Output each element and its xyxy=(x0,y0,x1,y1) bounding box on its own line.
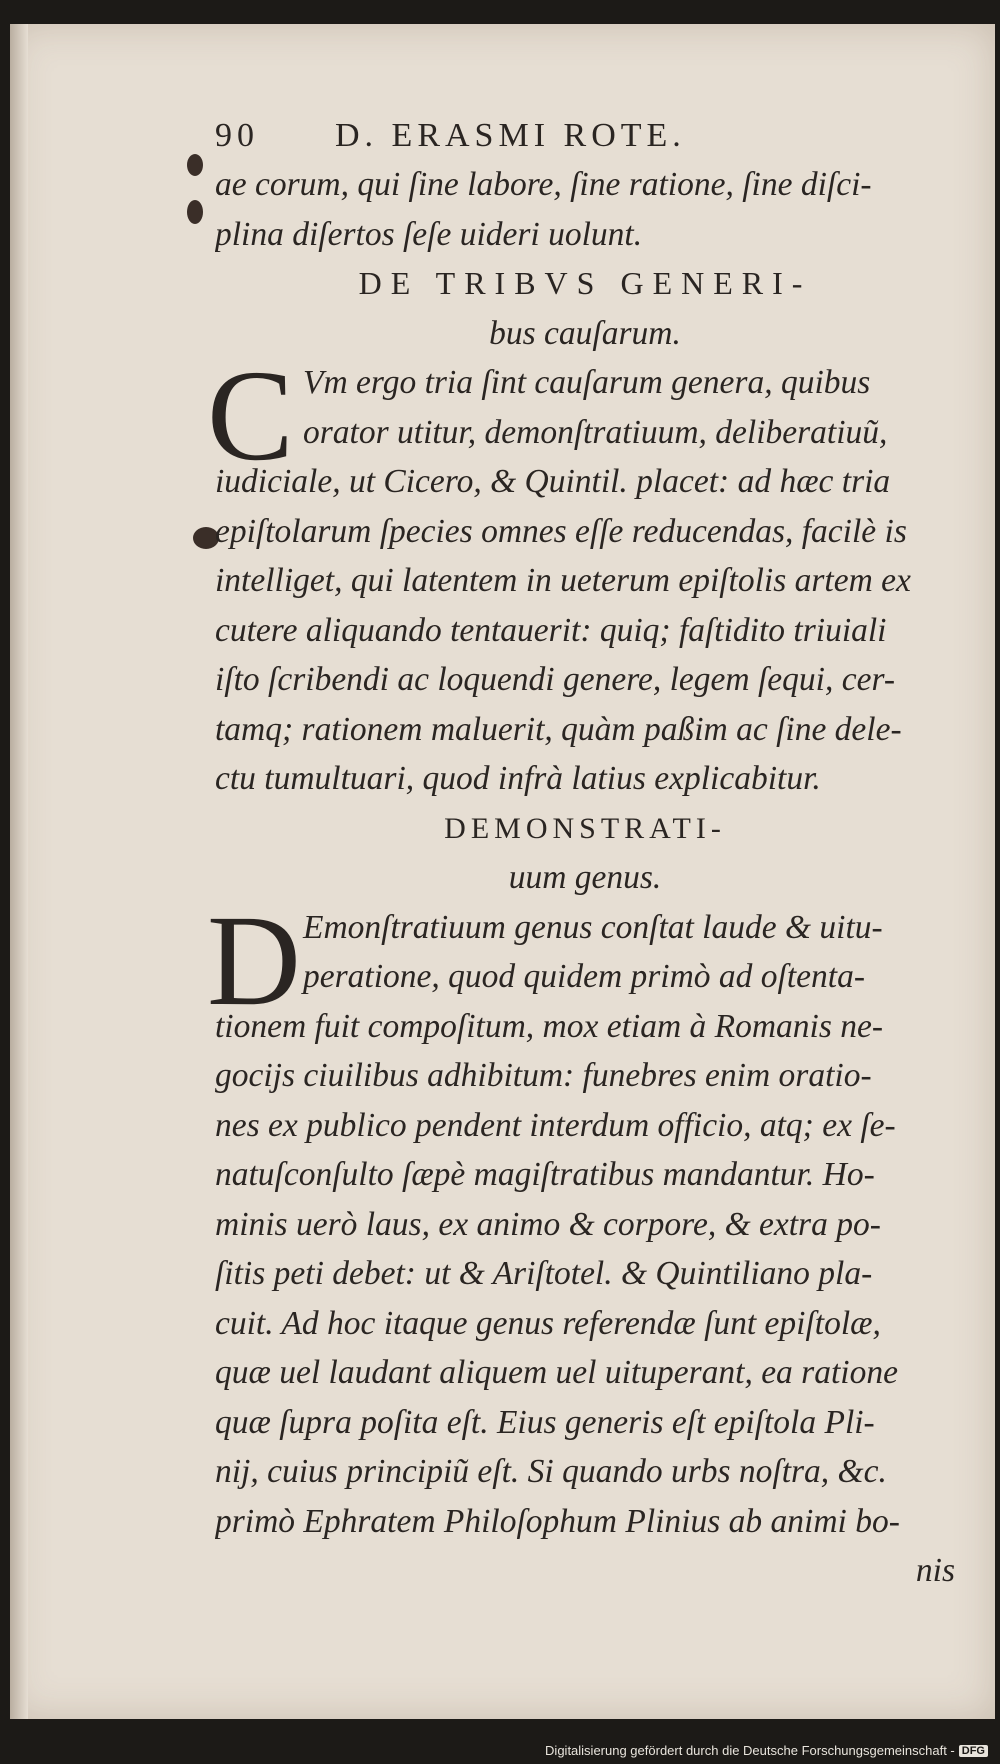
text-line: gocijs ciuilibus adhibitum: funebres enim oratio- xyxy=(215,1057,872,1094)
dfg-logo: DFG xyxy=(959,1745,988,1757)
section-subheading: bus cauſarum. xyxy=(489,314,681,352)
page-number: 90 xyxy=(215,116,259,154)
text-line: natuſconſulto ſæpè magiſtratibus mandantur. Ho- xyxy=(215,1156,875,1193)
text-line: plina diſertos ſeſe uideri uolunt. xyxy=(215,215,643,253)
drop-initial: D xyxy=(207,888,301,1033)
text-line: intelliget, qui latentem in ueterum epiſtolis artem ex xyxy=(215,562,911,599)
paragraph xyxy=(207,888,955,1547)
text-line: cutere aliquando tentauerit: quiq; faſtidito triuiali xyxy=(215,611,887,649)
text-line: tionem fuit compoſitum, mox etiam à Romanis ne- xyxy=(215,1007,884,1045)
text-line: peratione, quod quidem primò ad oſtenta- xyxy=(303,958,865,995)
catchword: nis xyxy=(915,1552,955,1589)
text-line: minis uerò laus, ex animo & corpore, & extra po- xyxy=(215,1205,881,1243)
drop-initial: C xyxy=(207,344,294,488)
text-line: tamq; rationem maluerit, quàm paßim ac ſine dele- xyxy=(215,710,902,748)
page-text xyxy=(207,108,955,1596)
digitization-credit xyxy=(545,1743,988,1758)
text-line: ctu tumultuari, quod infrà latius explicabitur. xyxy=(215,760,821,797)
text-line: epiſtolarum ſpecies omnes eſſe reducendas, facilè is xyxy=(215,512,907,550)
text-line: ae corum, qui ſine labore, ſine ratione, ſine diſci- xyxy=(215,166,872,203)
running-head xyxy=(215,108,955,160)
ink-blot xyxy=(187,154,203,176)
text-line: quæ uel laudant aliquem uel uituperant, ea ratione xyxy=(215,1354,898,1391)
text-line: iſto ſcribendi ac loquendi genere, legem ſequi, cer- xyxy=(215,661,895,698)
text-line: primò Ephratem Philoſophum Plinius ab animi bo- xyxy=(215,1502,900,1540)
credit-text: Digitalisierung gefördert durch die Deutsche Forschungsgemeinschaft - xyxy=(545,1743,955,1758)
text-line: cuit. Ad hoc itaque genus referendæ ſunt epiſtolæ, xyxy=(215,1304,881,1342)
book-page xyxy=(10,24,995,1719)
section-heading: DEMONSTRATI- xyxy=(444,811,726,845)
text-line: Emonſtratiuum genus conſtat laude & uitu- xyxy=(303,908,883,946)
text-line: orator utitur, demonſtratiuum, deliberatiuũ, xyxy=(303,413,888,451)
ink-blot xyxy=(187,200,203,224)
section-subheading: uum genus. xyxy=(508,859,662,896)
text-line: Vm ergo tria ſint cauſarum genera, quibus xyxy=(303,364,871,401)
text-line: nij, cuius principiũ eſt. Si quando urbs noſtra, &c. xyxy=(215,1453,887,1490)
text-line: ſitis peti debet: ut & Ariſtotel. & Quintiliano pla- xyxy=(215,1255,873,1292)
text-line: quæ ſupra poſita eſt. Eius generis eſt epiſtola Pli- xyxy=(215,1403,875,1441)
text-line: iudiciale, ut Cicero, & Quintil. placet: ad hæc tria xyxy=(215,463,891,500)
running-head-title: D. ERASMI ROTE. xyxy=(335,116,686,154)
paragraph xyxy=(207,344,955,804)
section-heading: DE TRIBVS GENERI- xyxy=(358,265,812,301)
text-line: nes ex publico pendent interdum officio, atq; ex ſe- xyxy=(215,1106,896,1144)
